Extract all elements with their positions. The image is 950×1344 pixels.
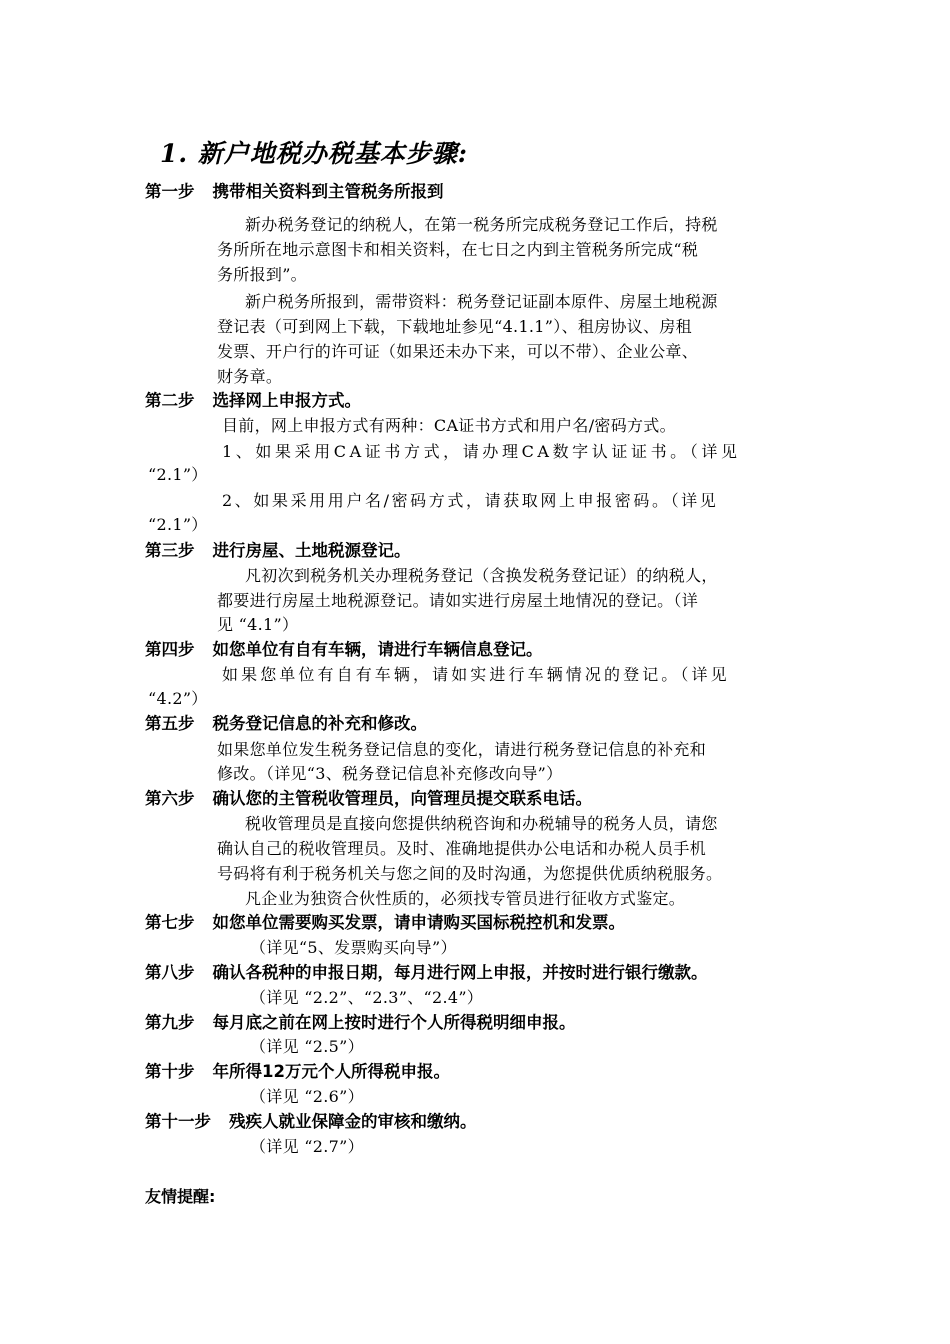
step-label: 第九步 (145, 1013, 195, 1032)
paragraph-line: （详见 “2.2”、“2.3”、“2.4”） (250, 988, 484, 1007)
step-title: 每月底之前在网上按时进行个人所得税明细申报。 (212, 1013, 576, 1032)
step-title: 如您单位有自有车辆，请进行车辆信息登记。 (212, 640, 543, 659)
step-4-heading (145, 636, 543, 660)
paragraph-line: 发票、开户行的许可证（如果还未办下来，可以不带）、企业公章、 (217, 342, 699, 361)
paragraph-line: （详见 “2.7”） (250, 1137, 364, 1156)
paragraph-line: “2.1”） (148, 465, 208, 484)
paragraph-line: “4.2”） (148, 689, 208, 708)
step-title: 携带相关资料到主管税务所报到 (212, 182, 444, 201)
paragraph-line: （详见 “2.6”） (250, 1087, 364, 1106)
step-label: 第一步 (145, 182, 195, 201)
step-label: 第八步 (145, 963, 195, 982)
step-label: 第二步 (145, 391, 195, 410)
paragraph-line: 目前，网上申报方式有两种：CA证书方式和用户名/密码方式。 (222, 416, 676, 435)
paragraph-line: 登记表（可到网上下载，下载地址参见“4.1.1”）、租房协议、房租 (217, 317, 692, 336)
step-title: 确认您的主管税收管理员，向管理员提交联系电话。 (212, 789, 592, 808)
paragraph-line: 凡初次到税务机关办理税务登记（含换发税务登记证）的纳税人， (245, 566, 718, 585)
step-8-heading (145, 959, 708, 983)
step-title: 进行房屋、土地税源登记。 (212, 541, 411, 560)
step-9-heading (145, 1009, 576, 1033)
step-label: 第四步 (145, 640, 195, 659)
paragraph-line: 新办税务登记的纳税人，在第一税务所完成税务登记工作后，持税 (245, 215, 718, 234)
paragraph-line: 确认自己的税收管理员。及时、准确地提供办公电话和办税人员手机 (217, 839, 707, 858)
paragraph-line: “2.1”） (148, 515, 208, 534)
paragraph-line: 凡企业为独资合伙性质的，必须找专管员进行征收方式鉴定。 (245, 889, 686, 908)
step-label: 第六步 (145, 789, 195, 808)
paragraph-line: 如果您单位有自有车辆，请如实进行车辆情况的登记。（详见 (222, 665, 730, 684)
paragraph-line: 号码将有利于税务机关与您之间的及时沟通，为您提供优质纳税服务。 (217, 864, 723, 883)
paragraph-line: （详见“5、发票购买向导”） (250, 938, 457, 957)
step-3-heading (145, 537, 411, 561)
paragraph-line: （详见 “2.5”） (250, 1037, 364, 1056)
paragraph-line: 如果您单位发生税务登记信息的变化，请进行税务登记信息的补充和 (217, 740, 707, 759)
paragraph-line: 税收管理员是直接向您提供纳税咨询和办税辅导的税务人员，请您 (245, 814, 718, 833)
step-6-heading (145, 785, 592, 809)
paragraph-line: 都要进行房屋土地税源登记。请如实进行房屋土地情况的登记。（详 (217, 591, 699, 610)
step-label: 第五步 (145, 714, 195, 733)
step-title: 选择网上申报方式。 (212, 391, 361, 410)
paragraph-line: 财务章。 (217, 367, 283, 386)
step-label: 第七步 (145, 913, 195, 932)
step-5-heading (145, 710, 427, 734)
step-title: 残疾人就业保障金的审核和缴纳。 (229, 1112, 477, 1131)
step-label: 第十步 (145, 1062, 195, 1081)
step-10-heading (145, 1058, 450, 1082)
page-title: 1. 新户地税办税基本步骤: (160, 139, 469, 168)
step-1-heading (145, 178, 444, 202)
paragraph-line: 1、如果采用CA证书方式，请办理CA数字认证证书。（详见 (222, 442, 741, 461)
step-title: 年所得12万元个人所得税申报。 (212, 1062, 450, 1081)
step-title: 确认各税种的申报日期，每月进行网上申报，并按时进行银行缴款。 (212, 963, 708, 982)
paragraph-line: 新户税务所报到，需带资料：税务登记证副本原件、房屋土地税源 (245, 292, 718, 311)
paragraph-line: 务所所在地示意图卡和相关资料，在七日之内到主管税务所完成“税 (217, 240, 699, 259)
step-label: 第三步 (145, 541, 195, 560)
paragraph-line: 修改。（详见“3、税务登记信息补充修改向导”） (217, 764, 563, 783)
step-7-heading (145, 909, 625, 933)
step-title: 如您单位需要购买发票，请申请购买国标税控机和发票。 (212, 913, 625, 932)
paragraph-line: 务所报到”。 (217, 265, 307, 284)
paragraph-line: 见 “4.1”） (217, 615, 299, 634)
friendly-reminder-heading: 友情提醒: (145, 1187, 216, 1206)
paragraph-line: 2、如果采用用户名/密码方式，请获取网上申报密码。（详见 (222, 491, 719, 510)
step-title: 税务登记信息的补充和修改。 (212, 714, 427, 733)
step-label: 第十一步 (145, 1112, 211, 1131)
step-11-heading (145, 1108, 477, 1132)
step-2-heading (145, 387, 361, 411)
